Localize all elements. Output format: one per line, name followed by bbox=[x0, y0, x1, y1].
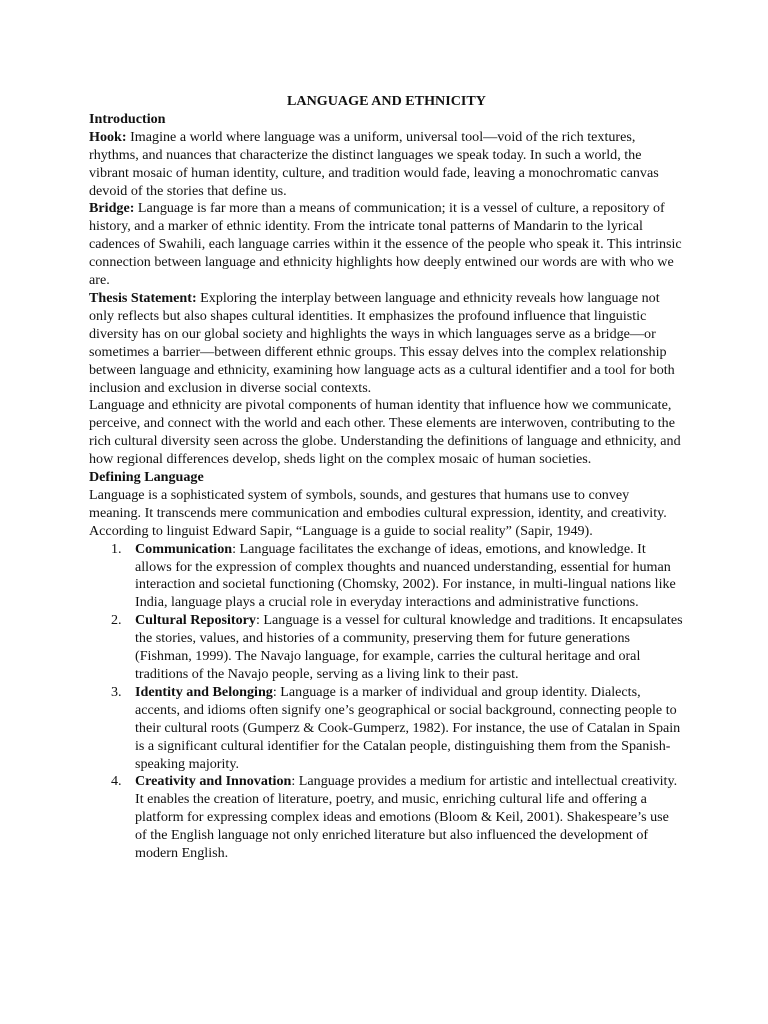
list-term: Creativity and Innovation bbox=[135, 773, 292, 790]
list-text: : Language is a vessel for cultural knowledge and traditions. It encapsulates the stories, values, and histories of a community, preserving them for future generations (Fishman, 1999). The Navajo language, for example, carries the cultural heritage and oral traditions of the Navajo people, serving as a living link to their past. bbox=[135, 612, 683, 682]
thesis-label: Thesis Statement: bbox=[89, 289, 197, 306]
document-title: LANGUAGE AND ETHNICITY bbox=[287, 93, 486, 109]
hook-label: Hook: bbox=[89, 128, 127, 145]
document-page bbox=[89, 93, 684, 863]
bridge-text: Language is far more than a means of communication; it is a vessel of culture, a repository of history, and a marker of ethnic identity. From the intricate tonal patterns of Mandarin to the lyrical cadences of Swahili, each language carries within it the essence of the people who speak it. This intrinsic connection between language and ethnicity highlights how deeply entwined our words are with who we are. bbox=[89, 200, 682, 289]
list-text: : Language is a marker of individual and group identity. Dialects, accents, and idioms often signify one’s geographical or social background, connecting people to their cultural roots (Gumperz & Cook-Gumperz, 1982). For instance, the use of Catalan in Spain is a significant cultural identifier for the Catalan people, distinguishing them from the Spanish-speaking majority. bbox=[135, 683, 681, 772]
bridge-label: Bridge: bbox=[89, 200, 135, 217]
list-item bbox=[89, 684, 684, 774]
list-text: : Language provides a medium for artistic and intellectual creativity. It enables the creation of literature, poetry, and music, enriching cultural life and offering a platform for expressing complex ideas and emotions (Bloom & Keil, 2001). Shakespeare’s use of the English language not only enriched literature but also influenced the development of modern English. bbox=[135, 773, 678, 862]
language-functions-list bbox=[89, 541, 684, 863]
list-number: 4. bbox=[111, 773, 122, 790]
list-term: Communication bbox=[135, 540, 233, 557]
list-number: 1. bbox=[111, 540, 122, 557]
list-item bbox=[89, 541, 684, 613]
introduction-heading: Introduction bbox=[89, 110, 166, 127]
defining-language-paragraph: Language is a sophisticated system of symbols, sounds, and gestures that humans use to convey meaning. It transcends mere communication and embodies cultural expression, identity, and creativity. According to linguist Edward Sapir, “Language is a guide to social reality” (Sapir, 1949). bbox=[89, 486, 667, 539]
defining-language-heading: Defining Language bbox=[89, 469, 204, 486]
list-item bbox=[89, 773, 684, 863]
bridge-paragraph bbox=[89, 200, 684, 290]
thesis-text: Exploring the interplay between language and ethnicity reveals how language not only reflects but also shapes cultural identities. It emphasizes the profound influence that linguistic diversity has on our global society and highlights the ways in which languages serve as a bridge—or sometimes a barrier—between different ethnic groups. This essay delves into the complex relationship between language and ethnicity, examining how language acts as a cultural identifier and a tool for both inclusion and exclusion in diverse social contexts. bbox=[89, 289, 675, 396]
hook-text: Imagine a world where language was a uniform, universal tool—void of the rich textures, rhythms, and nuances that characterize the distinct languages we speak today. In such a world, the vibrant mosaic of human identity, culture, and tradition would fade, leaving a monochromatic canvas devoid of the stories that define us. bbox=[89, 128, 659, 199]
thesis-paragraph bbox=[89, 290, 684, 397]
list-item bbox=[89, 612, 684, 684]
list-number: 2. bbox=[111, 612, 122, 629]
list-term: Cultural Repository bbox=[135, 612, 256, 629]
list-term: Identity and Belonging bbox=[135, 683, 273, 700]
overview-paragraph: Language and ethnicity are pivotal components of human identity that influence how we communicate, perceive, and connect with the world and each other. These elements are interwoven, contributing to the rich cultural diversity seen across the globe. Understanding the definitions of language and ethnicity, and how regional differences develop, sheds light on the complex mosaic of human societies. bbox=[89, 397, 681, 468]
hook-paragraph bbox=[89, 129, 684, 201]
list-number: 3. bbox=[111, 683, 122, 700]
list-text: : Language facilitates the exchange of ideas, emotions, and knowledge. It allows for the expression of complex thoughts and nuanced understanding, essential for human interaction and societal functioning (Chomsky, 2002). For instance, in multi-lingual nations like India, language plays a crucial role in everyday interactions and administrative functions. bbox=[135, 540, 676, 611]
